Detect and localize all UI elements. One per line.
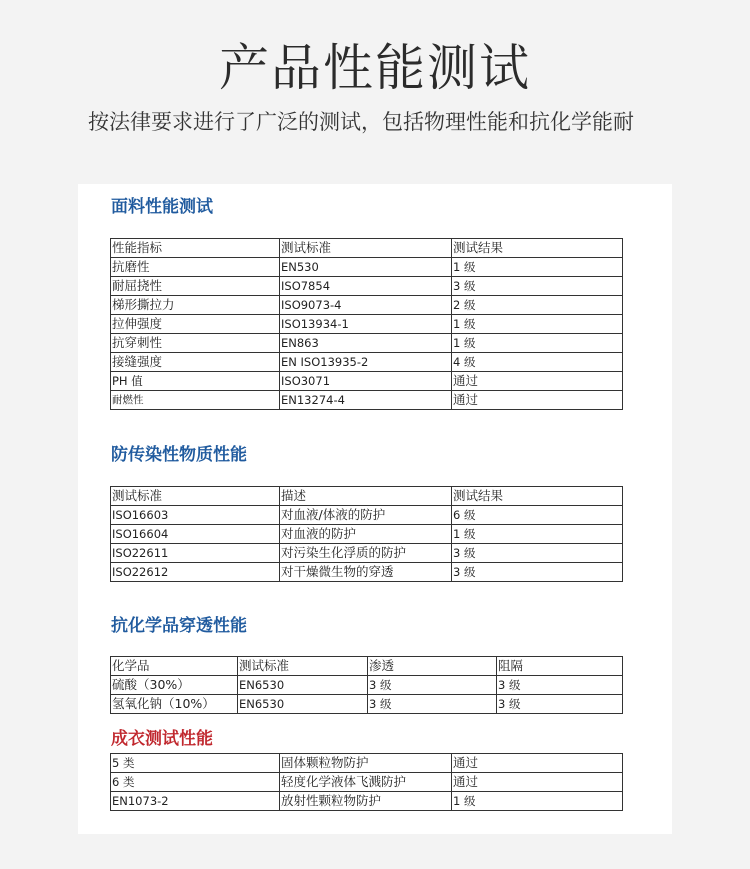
- table-row: [111, 353, 623, 372]
- table-cell: ISO22611: [111, 544, 280, 563]
- table-cell: ISO16604: [111, 525, 280, 544]
- table-cell: 氢氧化钠（10%）: [111, 695, 238, 714]
- table-cell: 通过: [452, 773, 623, 792]
- table-row: [111, 563, 623, 582]
- table-cell: 对污染生化浮质的防护: [280, 544, 452, 563]
- page-subtitle: 按法律要求进行了广泛的测试，包括物理性能和抗化学能耐: [88, 110, 634, 134]
- table-header-row: [111, 239, 623, 258]
- garment-heading: 成衣测试性能: [111, 729, 213, 749]
- table-cell: EN863: [280, 334, 452, 353]
- column-header: 测试标准: [280, 239, 452, 258]
- table-cell: 通过: [452, 754, 623, 773]
- table-row: [111, 506, 623, 525]
- table-cell: 轻度化学液体飞溅防护: [280, 773, 452, 792]
- page-title: 产品性能测试: [219, 39, 531, 97]
- table-cell: 3 级: [452, 277, 623, 296]
- table-row: [111, 544, 623, 563]
- table-row: [111, 315, 623, 334]
- table-row: [111, 391, 623, 410]
- fabric-heading: 面料性能测试: [111, 197, 213, 217]
- table-cell: 5 类: [111, 754, 280, 773]
- table-cell: 1 级: [452, 258, 623, 277]
- column-header: 测试标准: [111, 487, 280, 506]
- table-cell: 3 级: [497, 695, 623, 714]
- table-cell: 接缝强度: [111, 353, 280, 372]
- column-header: 描述: [280, 487, 452, 506]
- table-cell: ISO22612: [111, 563, 280, 582]
- table-cell: 梯形撕拉力: [111, 296, 280, 315]
- table-cell: EN530: [280, 258, 452, 277]
- table-cell: 硫酸（30%）: [111, 676, 238, 695]
- table-cell: 3 级: [368, 695, 497, 714]
- table-header-row: [111, 657, 623, 676]
- garment-table: [110, 753, 623, 811]
- column-header: 测试结果: [452, 239, 623, 258]
- table-cell: 3 级: [452, 563, 623, 582]
- fabric-table: [110, 238, 623, 410]
- column-header: 测试标准: [238, 657, 368, 676]
- content-card: [78, 184, 672, 834]
- table-cell: EN13274-4: [280, 391, 452, 410]
- table-cell: 对血液的防护: [280, 525, 452, 544]
- column-header: 测试结果: [452, 487, 623, 506]
- table-cell: 放射性颗粒物防护: [280, 792, 452, 811]
- table-cell: EN1073-2: [111, 792, 280, 811]
- column-header: 化学品: [111, 657, 238, 676]
- table-row: [111, 277, 623, 296]
- table-cell: 2 级: [452, 296, 623, 315]
- table-cell: ISO13934-1: [280, 315, 452, 334]
- infection-table: [110, 486, 623, 582]
- table-row: [111, 676, 623, 695]
- table-cell: 抗穿刺性: [111, 334, 280, 353]
- table-cell: 3 级: [452, 544, 623, 563]
- table-header-row: [111, 487, 623, 506]
- table-cell: 1 级: [452, 315, 623, 334]
- table-cell: 对干燥微生物的穿透: [280, 563, 452, 582]
- table-cell: 6 级: [452, 506, 623, 525]
- table-cell: 对血液/体液的防护: [280, 506, 452, 525]
- table-cell: ISO16603: [111, 506, 280, 525]
- table-cell: 固体颗粒物防护: [280, 754, 452, 773]
- table-row: [111, 296, 623, 315]
- table-cell: 1 级: [452, 334, 623, 353]
- table-cell: ISO9073-4: [280, 296, 452, 315]
- table-row: [111, 792, 623, 811]
- table-cell: 耐屈挠性: [111, 277, 280, 296]
- table-cell: 拉伸强度: [111, 315, 280, 334]
- column-header: 性能指标: [111, 239, 280, 258]
- table-cell: 3 级: [368, 676, 497, 695]
- table-cell: 1 级: [452, 792, 623, 811]
- table-cell: 4 级: [452, 353, 623, 372]
- table-cell: PH 值: [111, 372, 280, 391]
- table-row: [111, 334, 623, 353]
- table-cell: EN ISO13935-2: [280, 353, 452, 372]
- table-cell: EN6530: [238, 676, 368, 695]
- table-row: [111, 258, 623, 277]
- table-cell: 1 级: [452, 525, 623, 544]
- table-cell: ISO3071: [280, 372, 452, 391]
- table-cell: 通过: [452, 391, 623, 410]
- table-cell: 6 类: [111, 773, 280, 792]
- table-row: [111, 773, 623, 792]
- table-cell: EN6530: [238, 695, 368, 714]
- table-row: [111, 695, 623, 714]
- table-cell: 3 级: [497, 676, 623, 695]
- table-row: [111, 525, 623, 544]
- table-cell: 通过: [452, 372, 623, 391]
- chemical-table: [110, 656, 623, 714]
- table-cell: 耐燃性: [111, 391, 280, 410]
- table-row: [111, 372, 623, 391]
- infection-heading: 防传染性物质性能: [111, 445, 247, 465]
- table-cell: 抗磨性: [111, 258, 280, 277]
- chemical-heading: 抗化学品穿透性能: [111, 616, 247, 636]
- table-cell: ISO7854: [280, 277, 452, 296]
- column-header: 渗透: [368, 657, 497, 676]
- column-header: 阻隔: [497, 657, 623, 676]
- table-row: [111, 754, 623, 773]
